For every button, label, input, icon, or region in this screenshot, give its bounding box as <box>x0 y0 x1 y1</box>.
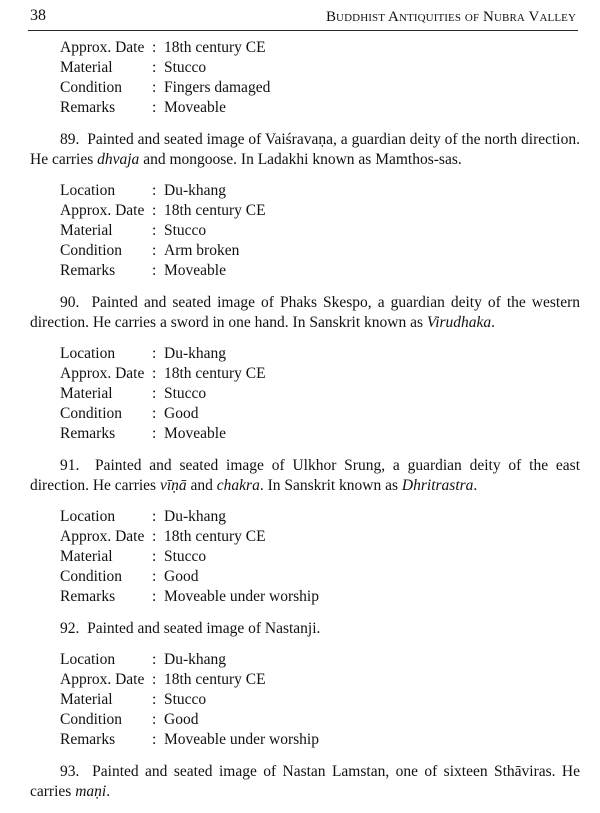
field-label: Material <box>60 548 113 565</box>
colon: : <box>152 222 157 239</box>
field-label: Remarks <box>60 99 116 116</box>
entry-text: Painted and seated image of Nastanji. <box>87 620 321 637</box>
page-body <box>30 38 580 813</box>
record-row <box>60 344 580 364</box>
field-value: Arm broken <box>164 242 240 259</box>
record-row <box>60 261 580 281</box>
field-label: Material <box>60 59 113 76</box>
entry-italic: chakra <box>216 477 260 494</box>
record-row <box>60 58 580 78</box>
colon: : <box>152 59 157 76</box>
field-label: Location <box>60 345 116 362</box>
colon: : <box>152 588 157 605</box>
colon: : <box>152 182 157 199</box>
record-89 <box>60 181 580 281</box>
field-label: Remarks <box>60 262 116 279</box>
entry-text: . <box>473 477 478 494</box>
field-label: Material <box>60 385 113 402</box>
field-label: Condition <box>60 711 123 728</box>
entry-italic: vīṇā <box>159 477 187 494</box>
field-value: Du-khang <box>164 651 226 668</box>
field-value: Stucco <box>164 222 207 239</box>
record-row <box>60 364 580 384</box>
record-row <box>60 527 580 547</box>
record-row <box>60 221 580 241</box>
field-label: Approx. Date <box>60 365 145 382</box>
entry-number: 93. <box>60 763 80 780</box>
field-value: 18th century CE <box>164 202 266 219</box>
record-row <box>60 710 580 730</box>
colon: : <box>152 671 157 688</box>
entry-text: . <box>491 314 496 331</box>
entry-italic: maṇi <box>75 783 107 800</box>
colon: : <box>152 39 157 56</box>
record-row <box>60 650 580 670</box>
field-value: Moveable under worship <box>164 588 319 605</box>
entry-text: Painted and seated image of Phaks Skespo, a guardian deity of the western direction. He carries a sword in one hand. In Sanskrit known as <box>30 294 580 331</box>
field-label: Remarks <box>60 588 116 605</box>
entry-92-description <box>30 619 580 639</box>
field-value: Fingers damaged <box>164 79 271 96</box>
colon: : <box>152 548 157 565</box>
record-row <box>60 690 580 710</box>
colon: : <box>152 651 157 668</box>
record-row <box>60 424 580 444</box>
colon: : <box>152 365 157 382</box>
record-row <box>60 670 580 690</box>
field-value: Moveable <box>164 262 226 279</box>
field-label: Location <box>60 182 116 199</box>
entry-number: 90. <box>60 294 80 311</box>
field-value: Moveable <box>164 99 226 116</box>
entry-italic: Dhritrastra <box>401 477 474 494</box>
field-label: Remarks <box>60 425 116 442</box>
field-label: Condition <box>60 568 123 585</box>
record-90 <box>60 344 580 444</box>
field-value: 18th century CE <box>164 365 266 382</box>
entry-text: Painted and seated image of Nastan Lamstan, one of sixteen Sthāviras. He carries <box>30 763 580 800</box>
record-row <box>60 507 580 527</box>
field-label: Remarks <box>60 731 116 748</box>
colon: : <box>152 79 157 96</box>
entry-number: 92. <box>60 620 80 637</box>
field-label: Approx. Date <box>60 528 145 545</box>
field-value: Du-khang <box>164 345 226 362</box>
colon: : <box>152 508 157 525</box>
colon: : <box>152 99 157 116</box>
field-value: Stucco <box>164 548 207 565</box>
record-row <box>60 98 580 118</box>
field-label: Condition <box>60 79 123 96</box>
colon: : <box>152 202 157 219</box>
field-label: Material <box>60 691 113 708</box>
field-value: Du-khang <box>164 508 226 525</box>
entry-text: and <box>186 477 217 494</box>
entry-text: . <box>106 783 111 800</box>
colon: : <box>152 345 157 362</box>
field-label: Location <box>60 651 116 668</box>
field-label: Material <box>60 222 113 239</box>
record-continued <box>60 38 580 118</box>
entry-italic: dhvaja <box>97 151 140 168</box>
colon: : <box>152 711 157 728</box>
record-row <box>60 730 580 750</box>
field-value: 18th century CE <box>164 528 266 545</box>
colon: : <box>152 528 157 545</box>
field-label: Condition <box>60 405 123 422</box>
entry-text: and mongoose. In Ladakhi known as Mamthos-sas. <box>139 151 462 168</box>
field-value: Du-khang <box>164 182 226 199</box>
entry-89-description <box>30 130 580 170</box>
record-row <box>60 567 580 587</box>
record-row <box>60 201 580 221</box>
entry-93-description <box>30 762 580 802</box>
record-row <box>60 181 580 201</box>
record-row <box>60 78 580 98</box>
field-value: Stucco <box>164 59 207 76</box>
field-value: 18th century CE <box>164 39 266 56</box>
field-value: Good <box>164 711 199 728</box>
record-row <box>60 241 580 261</box>
field-label: Approx. Date <box>60 671 145 688</box>
field-value: Stucco <box>164 691 207 708</box>
running-header <box>28 6 578 31</box>
entry-90-description <box>30 293 580 333</box>
field-label: Approx. Date <box>60 39 145 56</box>
colon: : <box>152 425 157 442</box>
entry-91-description <box>30 456 580 496</box>
record-row <box>60 38 580 58</box>
record-row <box>60 587 580 607</box>
field-value: Moveable <box>164 425 226 442</box>
field-value: 18th century CE <box>164 671 266 688</box>
colon: : <box>152 731 157 748</box>
entry-number: 91. <box>60 457 80 474</box>
entry-text: Painted and seated image of Vaiśravaṇa, a guardian deity of the north direction. He carries <box>30 131 580 168</box>
field-value: Stucco <box>164 385 207 402</box>
field-value: Good <box>164 568 199 585</box>
colon: : <box>152 385 157 402</box>
page-number: 38 <box>30 7 46 24</box>
colon: : <box>152 691 157 708</box>
colon: : <box>152 405 157 422</box>
record-92 <box>60 650 580 750</box>
colon: : <box>152 568 157 585</box>
entry-italic: Virudhaka <box>426 314 492 331</box>
field-label: Approx. Date <box>60 202 145 219</box>
entry-number: 89. <box>60 131 80 148</box>
colon: : <box>152 242 157 259</box>
record-row <box>60 404 580 424</box>
record-row <box>60 547 580 567</box>
field-label: Condition <box>60 242 123 259</box>
record-row <box>60 384 580 404</box>
field-value: Moveable under worship <box>164 731 319 748</box>
colon: : <box>152 262 157 279</box>
entry-text: Painted and seated image of Ulkhor Srung, a guardian deity of the east direction. He carries <box>30 457 580 494</box>
record-91 <box>60 507 580 607</box>
entry-text: . In Sanskrit known as <box>259 477 402 494</box>
running-title: Buddhist Antiquities of Nubra Valley <box>325 9 576 25</box>
field-label: Location <box>60 508 116 525</box>
field-value: Good <box>164 405 199 422</box>
